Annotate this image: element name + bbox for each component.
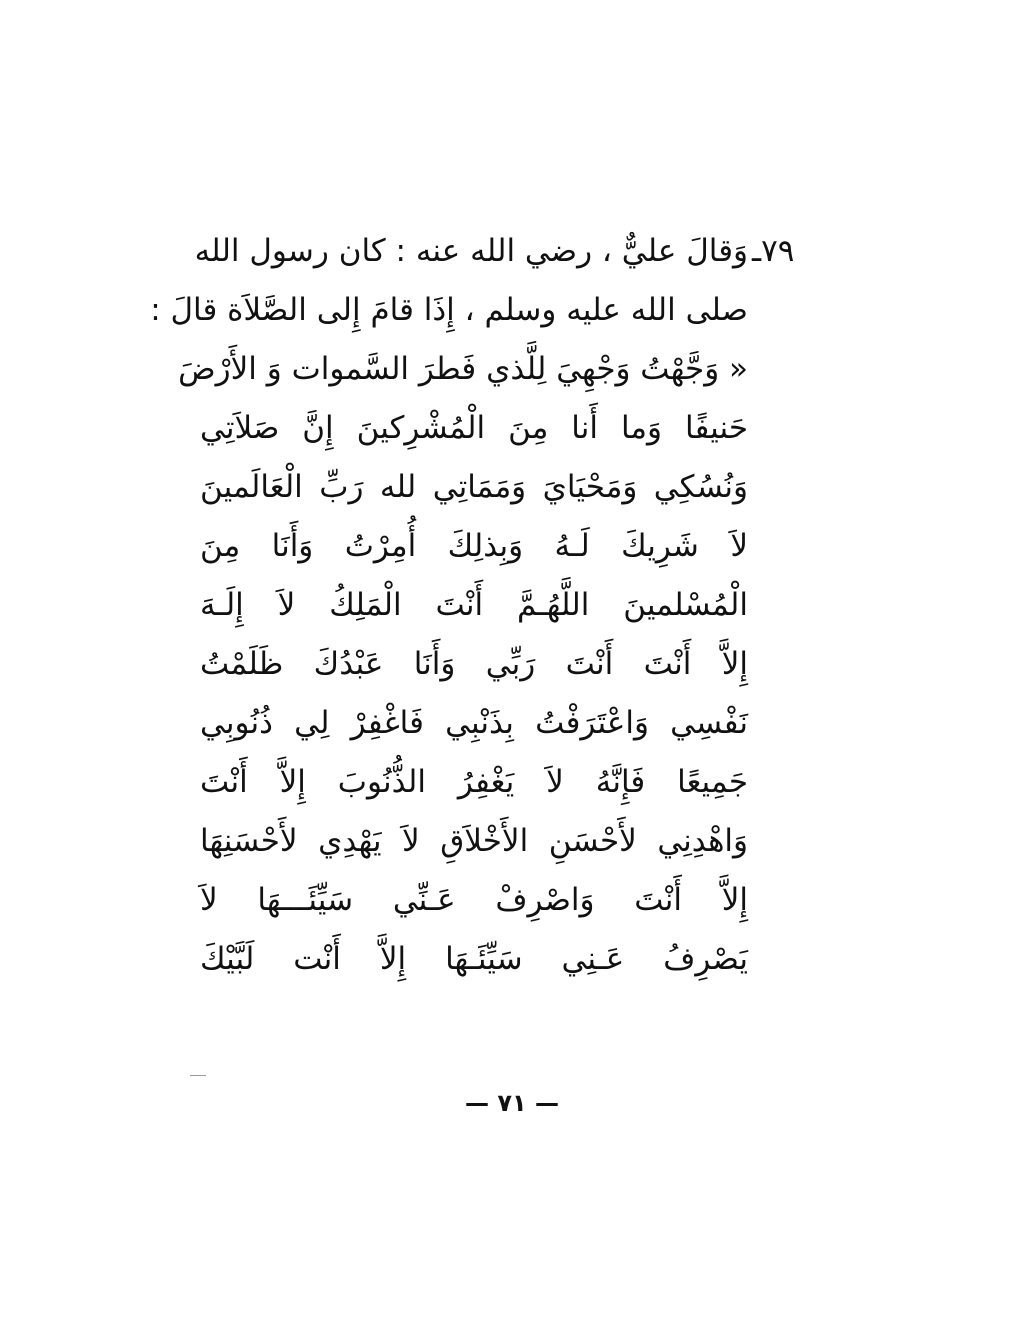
hadith-text	[150, 222, 748, 989]
text-line: صلى الله عليه وسلم ، إِذَا قامَ إِلى الصَّلاَة قالَ :	[150, 292, 748, 328]
text-line: الْمُسْلمينَ اللَّهُـمَّ أَنْتَ الْمَلِكُ لاَ إِلَـهَ	[200, 587, 748, 623]
text-line: لاَ شَرِيكَ لَـهُ وَبِذلِكَ أُمِرْتُ وَأَنَا مِنَ	[200, 528, 748, 564]
text-line: جَمِيعًا فَإِنَّهُ لاَ يَغْفِرُ الذُّنُوبَ إِلاَّ أَنْتَ	[200, 764, 748, 800]
text-line: وَقالَ عليٌّ ، رضي الله عنه : كان رسول الله	[194, 233, 748, 269]
hadith-number: ٧٩ـ	[752, 233, 795, 269]
text-line: نَفْسِي وَاعْتَرَفْتُ بِذَنْبِي فَاغْفِرْ لِي ذُنُوبِي	[200, 705, 748, 741]
text-line: يَصْرِفُ عَـنِي سَيِّئَـهَا إِلاَّ أَنْت لَبَّيْكَ	[200, 941, 748, 977]
text-line: وَنُسُكِي وَمَحْيَايَ وَمَمَاتِي لله رَبِّ الْعَالَمينَ	[200, 469, 748, 505]
margin-mark	[190, 1075, 206, 1076]
page-number: — ٧١ —	[464, 1089, 559, 1117]
text-line: وَاهْدِنِي لأَحْسَنِ الأَخْلاَقِ لاَ يَهْدِي لأَحْسَنِهَا	[200, 823, 748, 859]
text-line: إِلاَّ أَنْتَ أَنْتَ رَبِّي وَأَنَا عَبْدُكَ ظَلَمْتُ	[200, 646, 748, 682]
text-line: حَنيفًا وَما أَنا مِنَ الْمُشْرِكينَ إِنَّ صَلاَتِي	[200, 410, 748, 446]
text-line: « وَجَّهْتُ وَجْهِيَ لِلَّذي فَطرَ السَّموات وَ الأَرْضَ	[178, 351, 748, 387]
text-line: إِلاَّ أَنْتَ وَاصْرِفْ عَـنِّي سَيِّئَـــهَا لاَ	[200, 882, 748, 918]
